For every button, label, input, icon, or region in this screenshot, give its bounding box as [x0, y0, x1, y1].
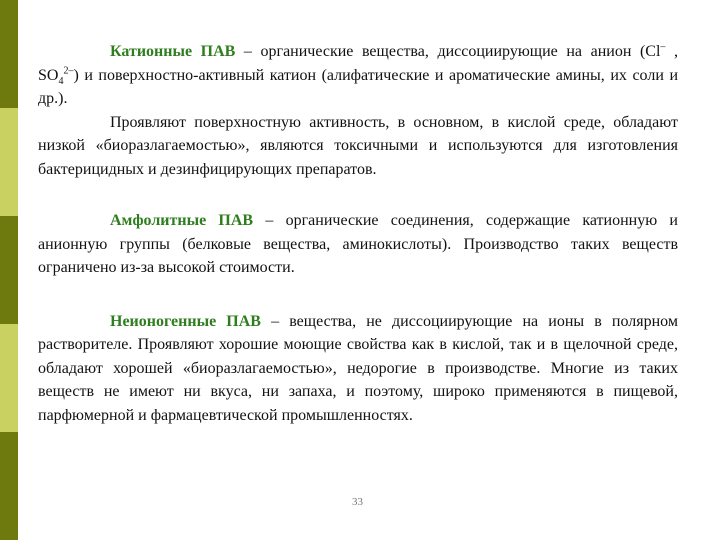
- nonionic-definition: [38, 310, 678, 428]
- cationic-text: – органические вещества, диссоциирующие на анион (Cl: [235, 43, 661, 60]
- nonionic-text: – вещества, не диссоциирующие на ионы в полярном растворителе. Проявляют хорошие моющие свойства как в кислой, так и в щелочной среде, обладают хорошей «биоразлагаемостью», недорогие в производстве. Многие из таких веществ не имеют ни вкуса, ни запаха, и поэтому, широко применяются в пищевой, парфюмерной и фармацевтической промышленностях.: [38, 312, 679, 424]
- sidebar-segment: [0, 324, 18, 432]
- sidebar-segment: [0, 432, 18, 540]
- cationic-text-mid: , SO: [38, 43, 679, 84]
- sidebar-stripe: [0, 0, 18, 540]
- slide-number: 33: [352, 496, 363, 508]
- sidebar-segment: [0, 0, 18, 108]
- ampholytic-text: – органические соединения, содержащие катионную и анионную группы (белковые вещества, аминокислоты). Производство таких веществ ограничено из-за высокой стоимости.: [38, 212, 678, 276]
- nonionic-term: Неионогенные ПАВ: [110, 312, 261, 330]
- sulfate-subscript: 4: [58, 75, 64, 87]
- chloride-charge: –: [660, 41, 666, 53]
- cationic-definition: [38, 40, 678, 111]
- sulfate-charge: 2–: [63, 65, 74, 77]
- slide-content: [38, 40, 678, 427]
- sidebar-segment: [0, 108, 18, 216]
- ampholytic-term: Амфолитные ПАВ: [110, 212, 254, 229]
- sidebar-segment: [0, 216, 18, 324]
- cationic-properties: Проявляют поверхностную активность, в основном, в кислой среде, обладают низкой «биоразлагаемостью», являются токсичными и используются для изготовления бактерицидных и дезинфицирующих препаратов.: [38, 113, 678, 178]
- ampholytic-definition: [38, 209, 678, 280]
- cationic-text-end: ) и поверхностно-активный катион (алифатические и ароматические амины, их соли и др.).: [38, 66, 678, 107]
- cationic-term: Катионные ПАВ: [110, 43, 236, 60]
